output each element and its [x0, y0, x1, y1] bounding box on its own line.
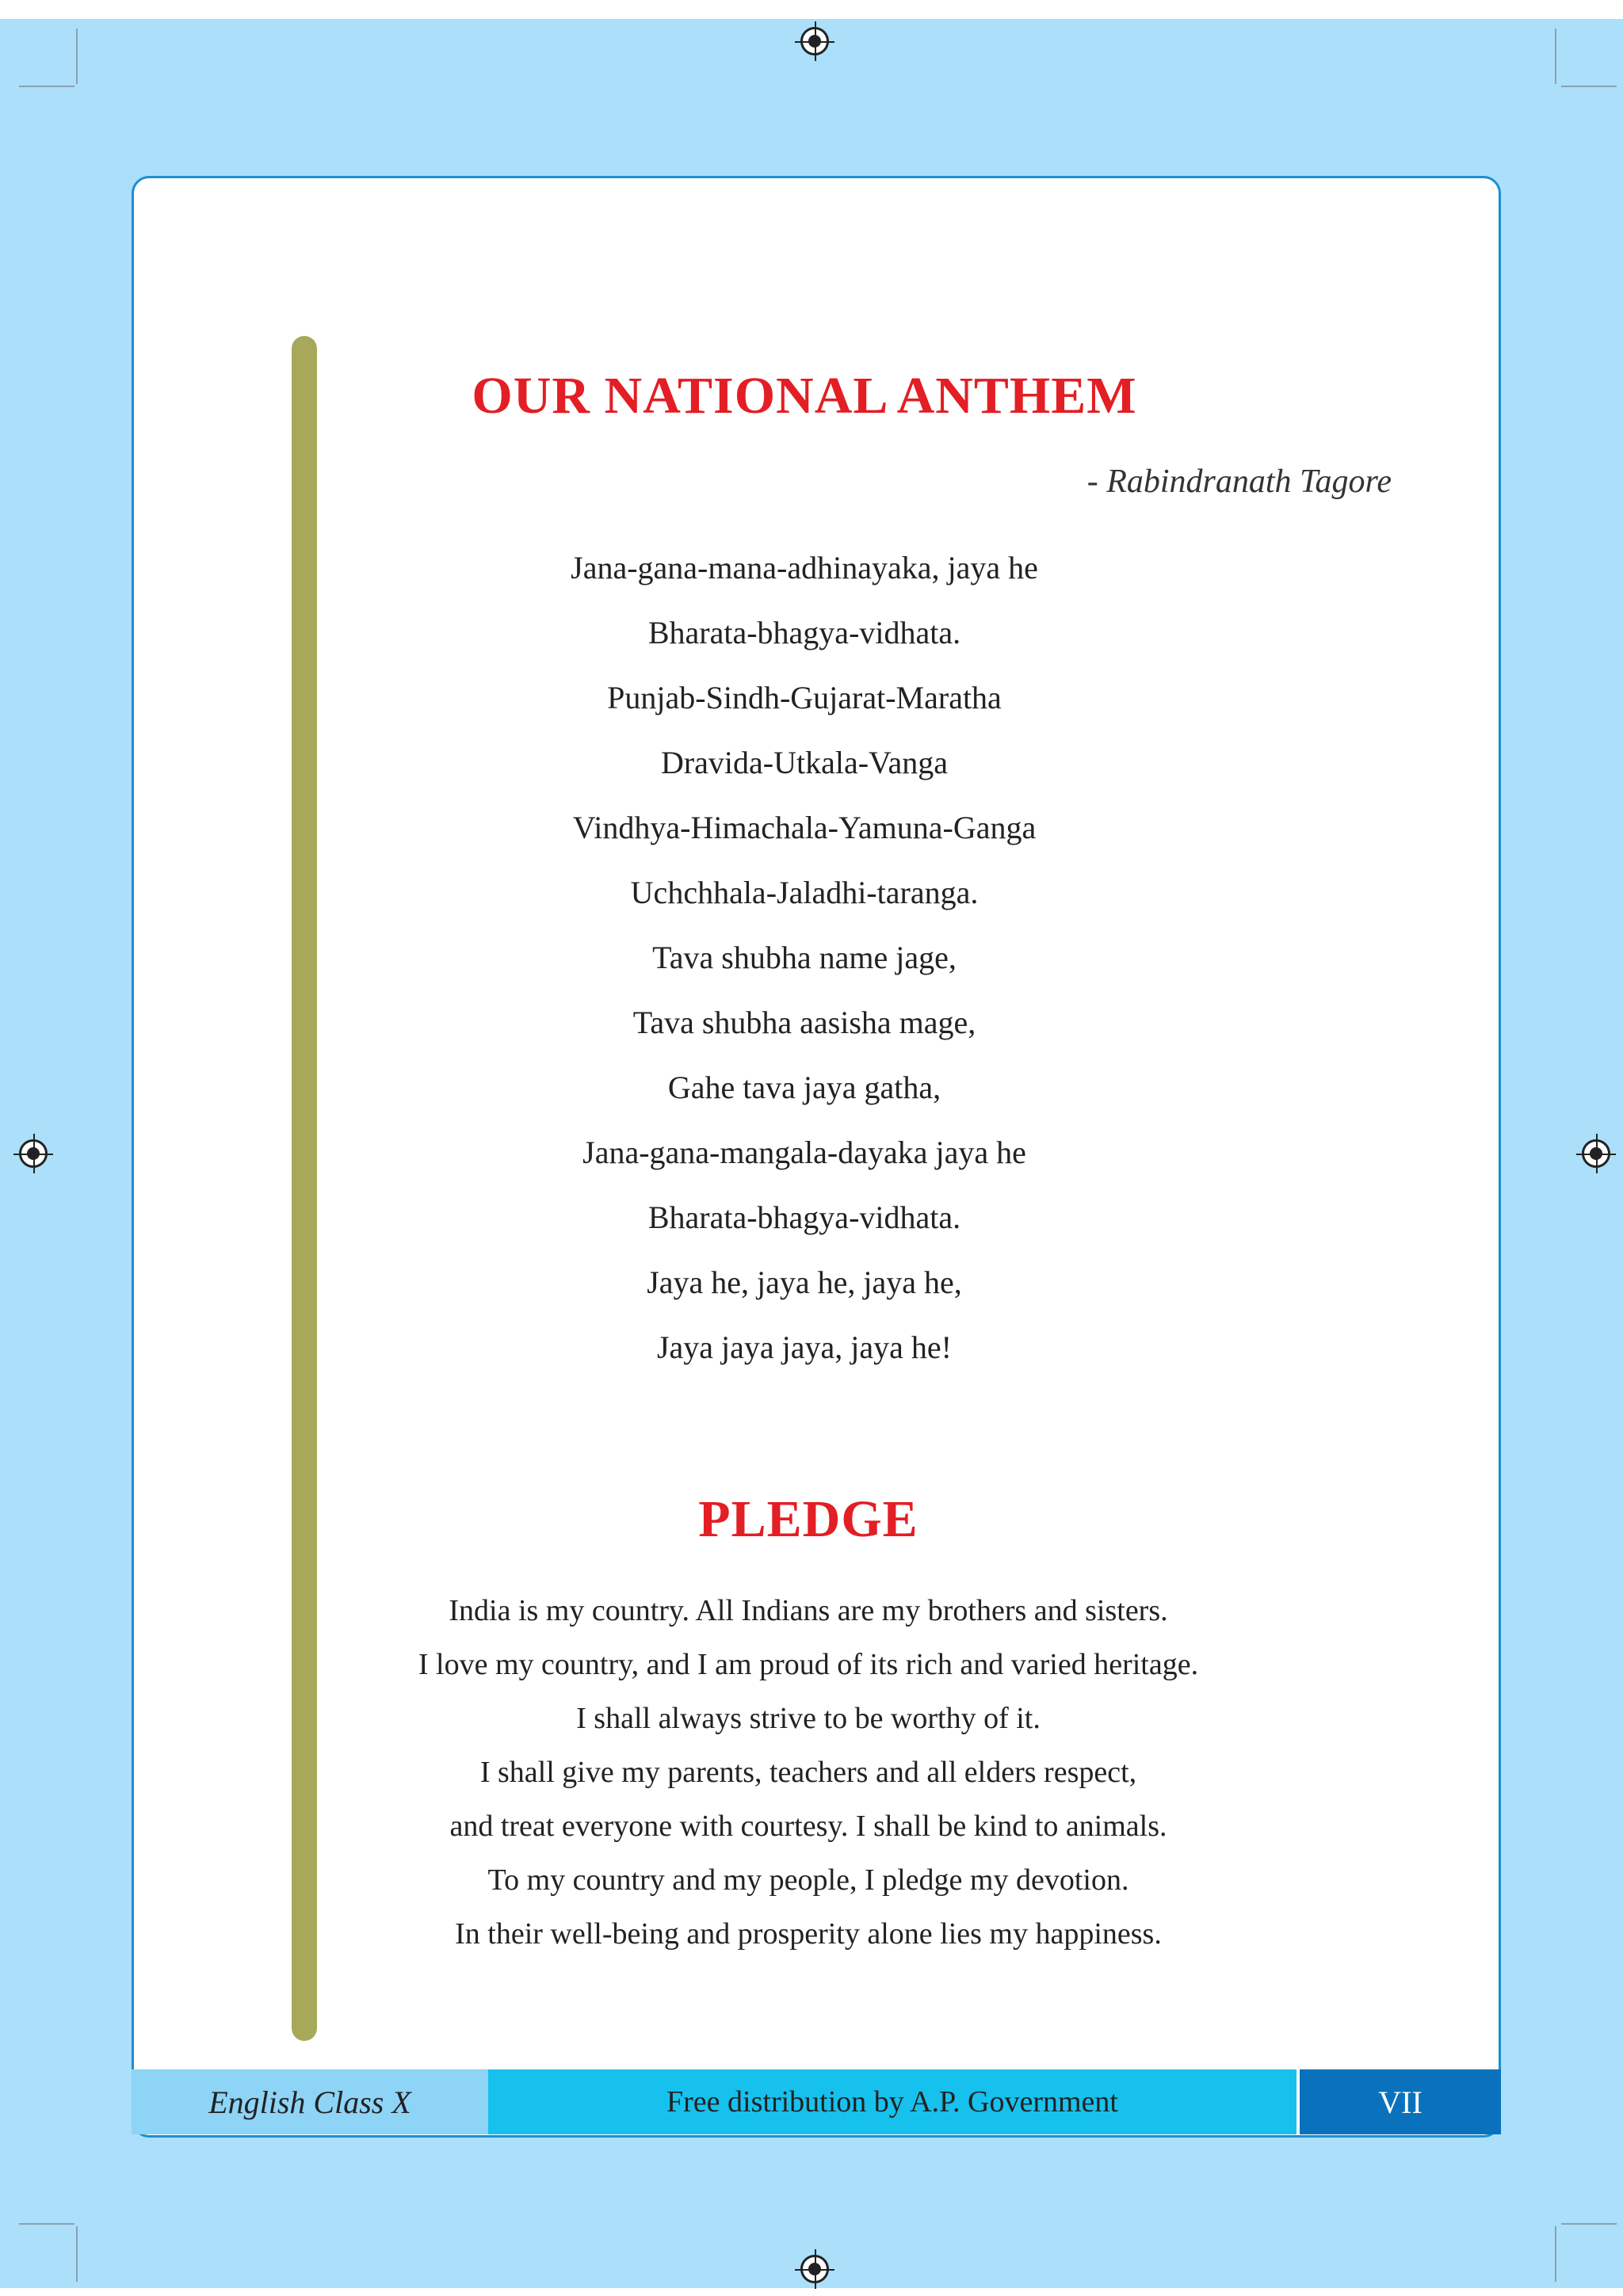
anthem-line: Tava shubha name jage,: [652, 940, 957, 975]
pledge-line: I shall always strive to be worthy of it.: [576, 1702, 1041, 1735]
anthem-line: Bharata-bhagya-vidhata.: [647, 1199, 961, 1235]
registration-mark-icon: [800, 27, 829, 55]
crop-mark: [1555, 29, 1556, 84]
crop-mark: [76, 29, 78, 84]
pledge-line: To my country and my people, I pledge my devotion.: [487, 1863, 1129, 1897]
crop-mark: [19, 86, 74, 87]
pledge-line: In their well-being and prosperity alone lies my happiness.: [455, 1917, 1162, 1951]
anthem-line: Dravida-Utkala-Vanga: [660, 745, 949, 780]
anthem-line: Jana-gana-mana-adhinayaka, jaya he: [571, 550, 1038, 585]
anthem-title: OUR NATIONAL ANTHEM: [472, 367, 1137, 425]
pledge-line: and treat everyone with courtesy. I shall be kind to animals.: [449, 1810, 1167, 1843]
anthem-line: Jana-gana-mangala-dayaka jaya he: [582, 1135, 1026, 1170]
anthem-line: Punjab-Sindh-Gujarat-Maratha: [607, 680, 1002, 715]
anthem-line: Vindhya-Himachala-Yamuna-Ganga: [572, 810, 1037, 845]
footer-book-title: English Class X: [132, 2069, 488, 2134]
anthem-line: Jaya he, jaya he, jaya he,: [647, 1264, 962, 1300]
anthem-author: - Rabindranath Tagore: [1086, 463, 1392, 500]
crop-mark: [1555, 2226, 1556, 2282]
pledge-title: PLEDGE: [698, 1490, 918, 1548]
anthem-line: Uchchhala-Jaladhi-taranga.: [630, 875, 979, 910]
footer-distribution: Free distribution by A.P. Government: [488, 2069, 1296, 2134]
anthem-line: Bharata-bhagya-vidhata.: [647, 615, 961, 650]
crop-mark: [1561, 2223, 1617, 2225]
pledge-line: I love my country, and I am proud of its rich and varied heritage.: [418, 1648, 1199, 1681]
anthem-line: Gahe tava jaya gatha,: [667, 1070, 941, 1105]
footer-page-number: VII: [1296, 2069, 1501, 2134]
crop-mark: [19, 2223, 74, 2225]
pledge-text: [0, 1589, 1617, 1966]
pledge-line: I shall give my parents, teachers and all elders respect,: [479, 1756, 1137, 1789]
pledge-line: India is my country. All Indians are my brothers and sisters.: [449, 1594, 1168, 1627]
crop-mark: [1561, 86, 1617, 87]
anthem-line: Tava shubha aasisha mage,: [632, 1005, 976, 1040]
anthem-line: Jaya jaya jaya, jaya he!: [656, 1329, 952, 1365]
crop-mark: [76, 2226, 78, 2282]
registration-mark-icon: [800, 2255, 829, 2283]
anthem-verse: [0, 543, 1609, 1388]
page-footer: [132, 2069, 1501, 2134]
